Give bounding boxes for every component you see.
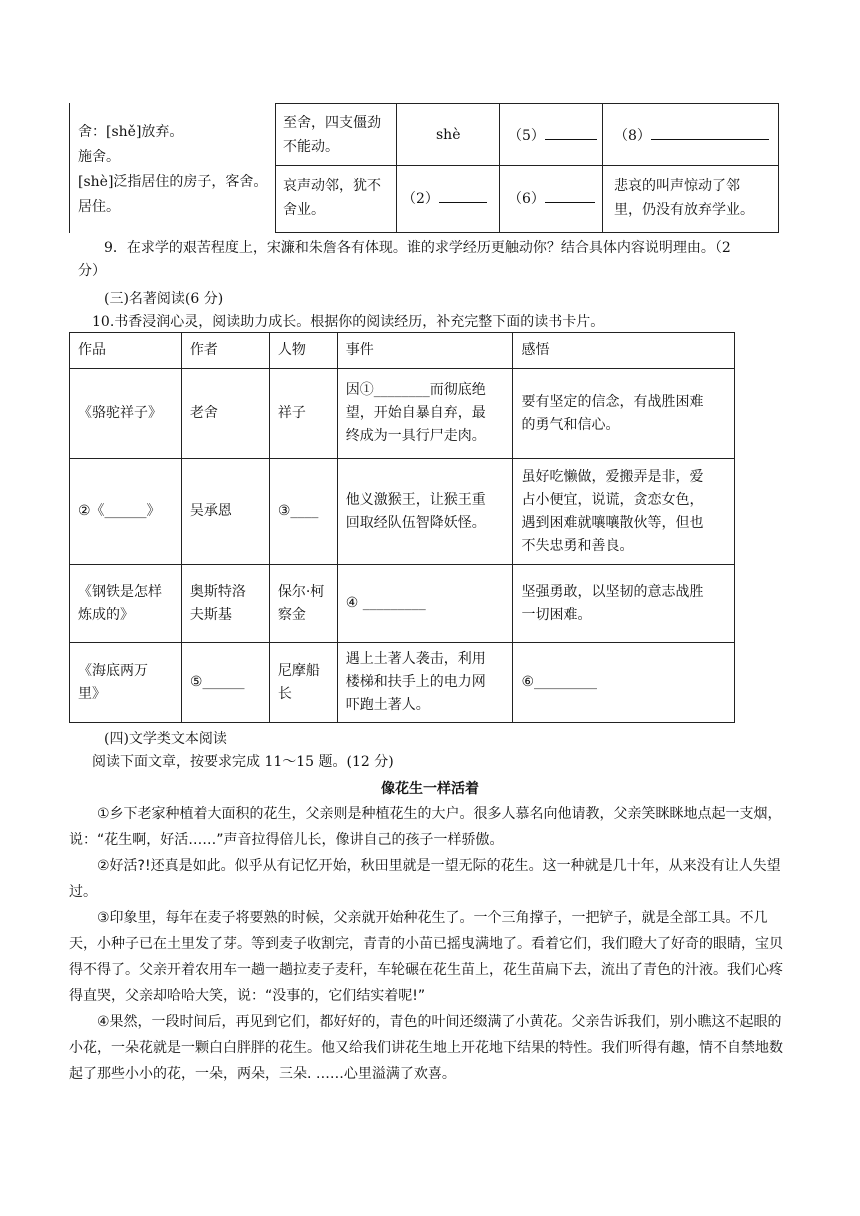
cell-event[interactable]: 因①________而彻底绝 望，开始自暴自弃，最 终成为一具行尸走肉。 <box>337 369 513 459</box>
cell-work: 《钢铁是怎样 炼成的》 <box>70 565 182 643</box>
left-line-3: [shè]泛指居住的房子，客舍。 <box>78 174 268 190</box>
cell-work-blank[interactable]: ②《______》 <box>70 459 182 565</box>
header-event: 事件 <box>337 333 513 369</box>
article-paragraph-1: ①乡下老家种植着大面积的花生，父亲则是种植花生的大户。很多人慕名向他请教，父亲笑眯眯地点起一支烟，说：“花生啊，好活……”声音拉得倍儿长，像讲自己的孩子一样骄傲。 <box>69 806 782 848</box>
cell-insight: 要有坚定的信念，有战胜困难 的勇气和信心。 <box>513 369 735 459</box>
table-header-row <box>70 333 735 369</box>
cell-insight: 坚强勇敢，以坚韧的意志战胜 一切困难。 <box>513 565 735 643</box>
section-4-heading: (四)文学类文本阅读 <box>104 731 227 747</box>
question-9-line2: 分） <box>78 263 106 279</box>
row1-blank-5[interactable]: （5） <box>508 123 597 148</box>
cell-person-blank[interactable]: ③____ <box>269 459 337 565</box>
article-paragraph-3: ③印象里，每年在麦子将要熟的时候，父亲就开始种花生了。一个三角撑子，一把铲子，就是全部工具。不几天，小种子已在土里发了芽。等到麦子收割完，青青的小苗已摇曳满地了。看着它们，我们瞪大了好奇的眼睛，宝贝得不得了。父亲开着农用车一趟一趟拉麦子麦秆，车轮碾在花生苗上，花生苗扁下去，流出了青色的汁液。我们心疼得直哭，父亲却哈哈大笑，说：“没事的，它们结实着呢!” <box>69 910 783 1004</box>
header-work: 作品 <box>70 333 182 369</box>
article-paragraph-4: ④果然，一段时间后，再见到它们，都好好的，青色的叶间还缀满了小黄花。父亲告诉我们，别小瞧这不起眼的小花，一朵花就是一颗白白胖胖的花生。他又给我们讲花生地上开花地下结果的特性。我们听得有趣，情不自禁地数起了那些小小的花，一朵，两朵，三朵. ……心里溢满了欢喜。 <box>69 1014 783 1082</box>
table-row <box>70 565 735 643</box>
row2-blank-2[interactable]: （2） <box>402 186 487 211</box>
reading-card-table <box>69 332 735 723</box>
cell-work: 《骆驼祥子》 <box>70 369 182 459</box>
article-paragraph-2: ②好活?!还真是如此。似乎从有记忆开始，秋田里就是一望无际的花生。这一种就是几十年，从来没有让人失望过。 <box>69 858 781 900</box>
header-person: 人物 <box>269 333 337 369</box>
question-9-line1: 9．在求学的艰苦程度上，宋濂和朱詹各有体现。谁的求学经历更触动你？结合具体内容说明理由。（2 <box>104 240 731 256</box>
cell-author: 奥斯特洛 夫斯基 <box>181 565 269 643</box>
row2-blank-6[interactable]: （6） <box>508 186 595 211</box>
table-row <box>70 459 735 565</box>
row1-pinyin: shè <box>436 127 461 143</box>
row2-sentence-line1: 哀声动邻，犹不 <box>283 178 381 194</box>
row1-sentence-line2: 不能动。 <box>283 139 339 155</box>
cell-event: 他义激猴王，让猴王重 回取经队伍智降妖怪。 <box>337 459 513 565</box>
cell-author-blank[interactable]: ⑤______ <box>181 643 269 723</box>
left-line-2: 施舍。 <box>78 149 120 165</box>
table-row <box>70 369 735 459</box>
cell-person: 祥子 <box>269 369 337 459</box>
cell-person: 尼摩船 长 <box>269 643 337 723</box>
cell-person: 保尔·柯 察金 <box>269 565 337 643</box>
row1-sentence-line1: 至舍，四支僵劲 <box>283 115 381 131</box>
header-insight: 感悟 <box>513 333 735 369</box>
table-row <box>70 643 735 723</box>
left-line-1: 舍：[shě]放弃。 <box>78 124 184 140</box>
article-title: 像花生一样活着 <box>381 781 479 797</box>
cell-insight-blank[interactable]: ⑥_________ <box>513 643 735 723</box>
cell-author: 老舍 <box>181 369 269 459</box>
left-line-4: 居住。 <box>78 199 120 215</box>
row2-meaning-line2: 里，仍没有放弃学业。 <box>614 202 754 218</box>
question-10: 10.书香浸润心灵，阅读助力成长。根据你的阅读经历，补充完整下面的读书卡片。 <box>92 314 605 330</box>
row2-sentence-line2: 舍业。 <box>283 202 325 218</box>
section-3-heading: (三)名著阅读(6 分) <box>104 291 224 307</box>
cell-author: 吴承恩 <box>181 459 269 565</box>
cell-work: 《海底两万 里》 <box>70 643 182 723</box>
cell-insight: 虽好吃懒做，爱搬弄是非，爱 占小便宜，说谎，贪恋女色， 遇到困难就嚷嚷散伙等，但也 不失忠勇和善良。 <box>513 459 735 565</box>
row1-blank-8[interactable]: （8） <box>614 123 769 148</box>
top-table-left-cell <box>69 103 276 233</box>
row2-meaning-line1: 悲哀的叫声惊动了邻 <box>614 178 740 194</box>
article-instruction: 阅读下面文章，按要求完成 11～15 题。(12 分) <box>92 754 394 770</box>
cell-event-blank[interactable]: ④ _________ <box>337 565 513 643</box>
cell-event: 遇上土著人袭击，利用 楼梯和扶手上的电力网 吓跑土著人。 <box>337 643 513 723</box>
header-author: 作者 <box>181 333 269 369</box>
